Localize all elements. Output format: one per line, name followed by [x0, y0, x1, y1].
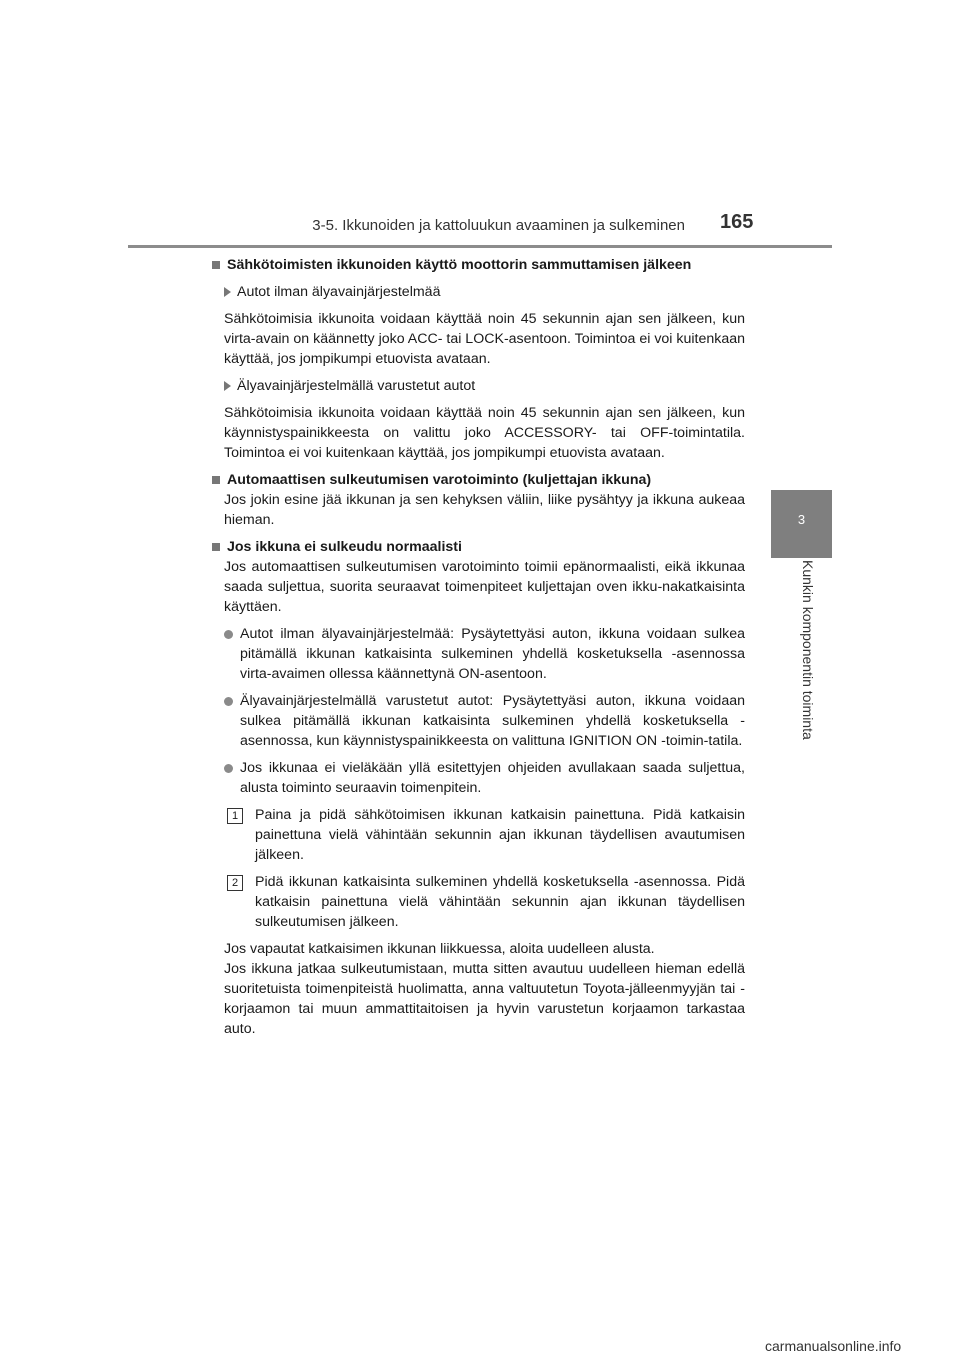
running-header: 3-5. Ikkunoiden ja kattoluukun avaaminen ja sulkeminen: [312, 217, 685, 234]
section-heading-text: Jos ikkuna ei sulkeudu normaalisti: [227, 539, 462, 555]
page-content: [210, 255, 745, 1039]
square-bullet-icon: [212, 543, 220, 551]
paragraph: Sähkötoimisia ikkunoita voidaan käyttää noin 45 sekunnin ajan sen jälkeen, kun virta-avain on käännetty joko ACC- tai LOCK-asentoon. Toimintoa ei voi kuitenkaan käyttää, jos jompikumpi etuovista avataan.: [224, 311, 746, 367]
triangle-bullet-icon: [224, 381, 231, 391]
section-heading: [210, 537, 745, 557]
list-item: [224, 624, 745, 684]
step-text: Paina ja pidä sähkötoimisen ikkunan katkaisin painettuna. Pidä katkaisin painettuna vielä vähintään sekunnin ajan ikkunan täydellisen avautumisen jälkeen.: [255, 807, 745, 863]
section-heading-text: Sähkötoimisten ikkunoiden käyttö moottorin sammuttamisen jälkeen: [227, 257, 692, 273]
paragraph: Sähkötoimisia ikkunoita voidaan käyttää noin 45 sekunnin ajan sen jälkeen, kun käynnistyspainikkeesta on valittu joko ACCESSORY- tai OFF-toimintatila. Toimintoa ei voi kuitenkaan käyttää, jos jompikumpi etuovista avataan.: [224, 405, 745, 461]
subsection-title-text: Autot ilman älyavainjärjestelmää: [237, 284, 441, 300]
step-number-box: 2: [227, 875, 243, 891]
section-heading: [210, 255, 745, 275]
chapter-tab: 3: [771, 490, 832, 558]
step-number-box: 1: [227, 808, 243, 824]
square-bullet-icon: [212, 261, 220, 269]
header-divider: [128, 245, 832, 248]
paragraph: Jos automaattisen sulkeutumisen varotoiminto toimii epänormaalisti, eikä ikkunaa saada suljettua, suorita seuraavat toimenpiteet kuljettajan oven ikku-nakatkaisinta käyttäen.: [224, 559, 745, 615]
list-item-text: Jos ikkunaa ei vieläkään yllä esitettyjen ohjeiden avullakaan saada suljettua, alusta toiminto seuraavin toimenpitein.: [240, 760, 745, 796]
step-text: Pidä ikkunan katkaisinta sulkeminen yhdellä kosketuksella -asennossa. Pidä katkaisin painettuna vielä vähintään sekunnin ajan ikkunan täydellisen sulkeutumisen jälkeen.: [255, 874, 745, 930]
square-bullet-icon: [212, 476, 220, 484]
list-item: [224, 758, 745, 798]
step-item: [227, 872, 745, 932]
list-item-text: Autot ilman älyavainjärjestelmää: Pysäytettyäsi auton, ikkuna voidaan sulkea pitämällä ikkunan katkaisinta sulkeminen yhdellä kosketuksella -asennossa virta-avaimen ollessa käännettynä ON-asentoon.: [240, 626, 745, 682]
paragraph: Jos jokin esine jää ikkunan ja sen kehyksen väliin, liike pysähtyy ja ikkuna aukeaa hieman.: [224, 492, 745, 528]
watermark-text: carmanualsonline.info: [765, 1338, 902, 1354]
step-item: [227, 805, 745, 865]
subsection-title-text: Älyavainjärjestelmällä varustetut autot: [237, 378, 476, 394]
chapter-side-label: Kunkin komponentin toiminta: [800, 560, 816, 740]
list-item-text: Älyavainjärjestelmällä varustetut autot: Pysäytettyäsi auton, ikkuna voidaan sulkea pitämällä ikkunan katkaisinta sulkeminen yhdellä kosketuksella -asennossa, kun käynnistyspainikkeesta on valittuna IGNITION ON -toimin-tatila.: [240, 693, 745, 749]
page-number: 165: [720, 211, 754, 233]
section-heading-text: Automaattisen sulkeutumisen varotoiminto (kuljettajan ikkuna): [227, 472, 652, 488]
section-heading: [210, 470, 745, 490]
circle-bullet-icon: [224, 630, 233, 639]
subsection-title: [224, 376, 745, 396]
circle-bullet-icon: [224, 697, 233, 706]
list-item: [224, 691, 745, 751]
circle-bullet-icon: [224, 764, 233, 773]
triangle-bullet-icon: [224, 287, 231, 297]
paragraph: Jos vapautat katkaisimen ikkunan liikkuessa, aloita uudelleen alusta.: [224, 941, 655, 957]
subsection-title: [224, 282, 745, 302]
paragraph: Jos ikkuna jatkaa sulkeutumistaan, mutta sitten avautuu uudelleen hieman edellä suoritetuista toimenpiteistä huolimatta, anna valtuutetun Toyota-jälleenmyyjän tai -korjaamon tai muun ammattitaitoisen ja hyvin varustetun korjaamon tarkastaa auto.: [224, 961, 745, 1037]
